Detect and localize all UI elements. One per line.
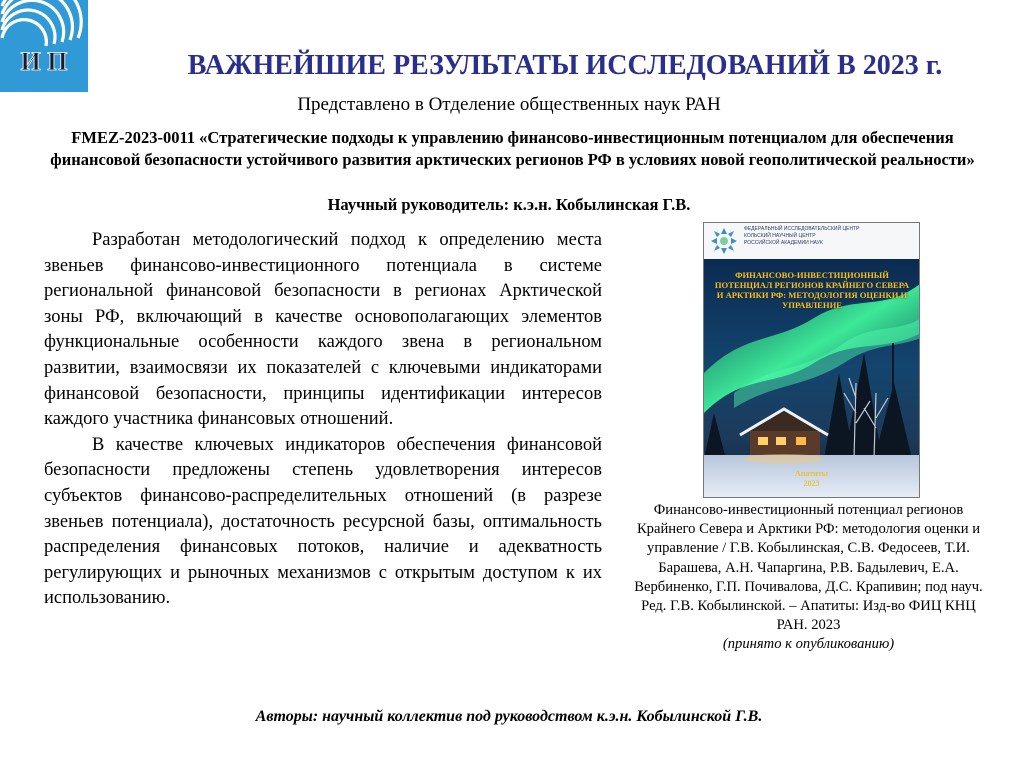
- cover-org-line: РОССИЙСКОЙ АКАДЕМИИ НАУК: [744, 240, 823, 246]
- publication-status: (принято к опубликованию): [722, 636, 895, 653]
- logo-letters: И П: [20, 47, 68, 76]
- cover-title: ФИНАНСОВО-ИНВЕСТИЦИОННЫЙ ПОТЕНЦИАЛ РЕГИОНОВ КРАЙНЕГО СЕВЕРА И АРКТИКИ РФ: МЕТОДОЛОГИЯ ОЦЕНКИ И УПРАВЛЕНИЕ: [714, 270, 910, 310]
- cover-city: Апатиты: [795, 469, 828, 478]
- cover-org: [744, 226, 914, 247]
- institute-logo: [0, 0, 88, 92]
- snowflake-emblem-icon: [709, 226, 739, 256]
- cover-org-line: ФЕДЕРАЛЬНЫЙ ИССЛЕДОВАТЕЛЬСКИЙ ЦЕНТР: [744, 226, 860, 232]
- cover-org-line: КОЛЬСКИЙ НАУЧНЫЙ ЦЕНТР: [744, 233, 816, 239]
- book-caption: [626, 501, 991, 655]
- book-citation: Финансово-инвестиционный потенциал регионов Крайнего Севера и Арктики РФ: методология оценки и управление / Г.В. Кобылинская, С.В. Федосеев, Т.И. Барашева, А.Н. Чапаргина, Р.В. Бадылевич, Е.А. Вербиненко, Г.П. Почивалова, Д.С. Крапивин; под науч. Ред. Г.В. Кобылинской. – Апатиты: Изд-во ФИЦ КНЦ РАН. 2023: [634, 502, 983, 634]
- results-paragraph: В качестве ключевых индикаторов обеспечения финансовой безопасности предложены степень удовлетворения интересов субъектов финансово-распределительных отношений (в разрезе звеньев потенциала), достаточность ресурсной базы, оптимальность распределения финансовых потоков, наличие и адекватность регулирующих и рыночных механизмов с открытым доступом к их использованию.: [44, 434, 602, 609]
- cover-header: [704, 223, 919, 259]
- cover-imprint: [704, 469, 919, 489]
- cover-year: 2023: [803, 479, 820, 488]
- book-cover-image: [703, 222, 920, 498]
- results-paragraph: Разработан методологический подход к определению места звеньев финансово-инвестиционного потенциала в системе региональной финансовой безопасности в регионах Арктической зоны РФ, включающий в качестве основополагающих элементов функциональные особенности каждого звена в региональном развитии, взаимосвязи их показателей с ключевыми индикаторами финансовой безопасности, принципы идентификации интересов каждого участника финансовых отношений.: [44, 230, 602, 430]
- authors-line: Авторы: научный коллектив под руководством к.э.н. Кобылинской Г.В.: [255, 708, 763, 725]
- results-text: [44, 228, 602, 612]
- page-subtitle: Представлено в Отделение общественных наук РАН: [297, 94, 721, 115]
- page-title: ВАЖНЕЙШИЕ РЕЗУЛЬТАТЫ ИССЛЕДОВАНИЙ В 2023 г.: [187, 50, 943, 81]
- supervisor-line: Научный руководитель: к.э.н. Кобылинская Г.В.: [327, 195, 691, 214]
- project-title: FMEZ-2023-0011 «Стратегические подходы к управлению финансово-инвестиционным потенциалом для обеспечения финансовой безопасности устойчивого развития арктических регионов РФ в условиях новой геополитической реальности»: [50, 128, 975, 169]
